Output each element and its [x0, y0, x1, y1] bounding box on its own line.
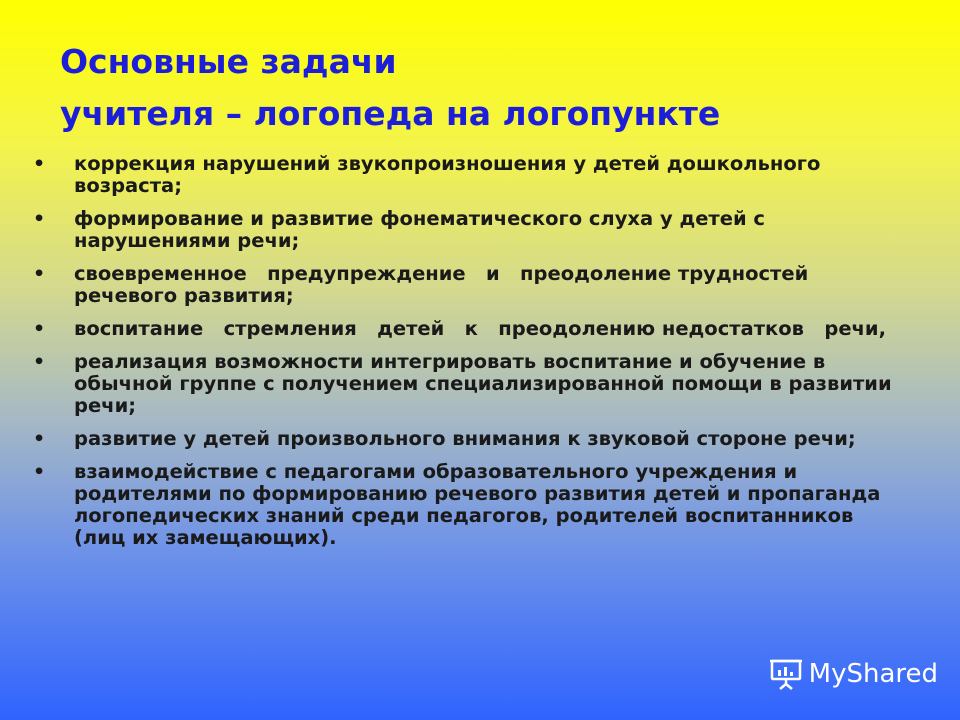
bullet-text: развитие у детей произвольного внимания к звуковой стороне речи;	[74, 427, 856, 450]
bullet-dot-icon: •	[33, 428, 46, 450]
bullet-item	[30, 351, 910, 417]
bullet-dot-icon: •	[33, 351, 46, 373]
slide-title-line-1: Основные задачи	[60, 42, 397, 81]
bullet-text: взаимодействие с педагогами образовательного учреждения и родителями по формированию речевого развития детей и пропаганда логопедических знаний среди педагогов, родителей воспитанников (лиц их замещающих).	[74, 460, 881, 549]
bullet-item	[30, 318, 910, 340]
myshared-watermark[interactable]	[769, 658, 938, 690]
bullet-dot-icon: •	[33, 153, 46, 175]
bullet-text: формирование и развитие фонематического слуха у детей с нарушениями речи;	[74, 207, 765, 252]
bullet-text: своевременное предупреждение и преодоление трудностей речевого развития;	[74, 262, 829, 307]
bullet-text: реализация возможности интегрировать воспитание и обучение в обычной группе с получением специализированной помощи в развитии речи;	[74, 350, 892, 417]
bullet-item	[30, 208, 910, 252]
bullet-text: воспитание стремления детей к преодолению недостатков речи,	[74, 317, 887, 340]
bullet-item	[30, 263, 910, 307]
slide-title	[60, 36, 920, 140]
bullet-text: коррекция нарушений звукопроизношения у детей дошкольного возраста;	[74, 152, 821, 197]
bullet-dot-icon: •	[33, 318, 46, 340]
presentation-board-icon	[769, 658, 803, 690]
bullet-dot-icon: •	[33, 208, 46, 230]
bullet-item	[30, 428, 910, 450]
bullet-dot-icon: •	[33, 263, 46, 285]
bullet-dot-icon: •	[33, 461, 46, 483]
bullet-item	[30, 461, 910, 549]
bullet-item	[30, 153, 910, 197]
slide-title-line-2: учителя – логопеда на логопункте	[60, 94, 721, 133]
watermark-text: MyShared	[808, 659, 938, 689]
bullet-list	[30, 153, 910, 560]
